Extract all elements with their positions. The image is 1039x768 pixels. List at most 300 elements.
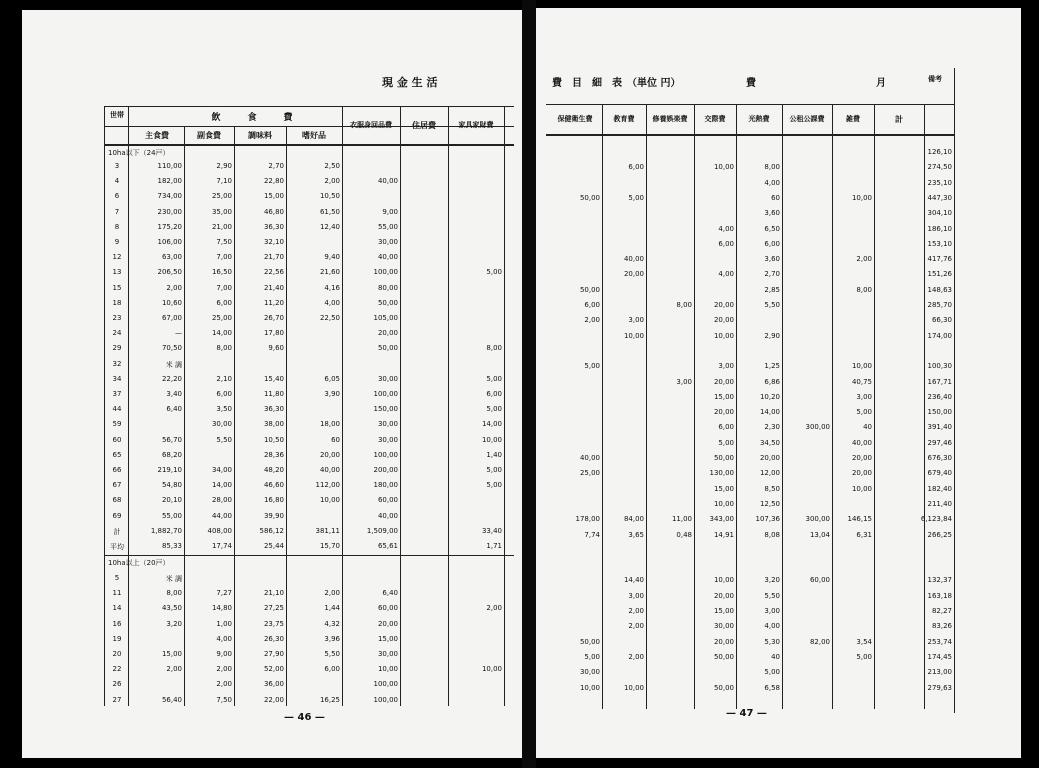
cell-value: 2,00 <box>486 604 502 613</box>
cell-value: 7,50 <box>216 695 232 704</box>
cell-value: 米 調 <box>165 575 182 583</box>
cell-value: 61,50 <box>319 207 340 216</box>
cell-value: 151,26 <box>927 270 952 279</box>
cell-value: 5,50 <box>216 435 232 444</box>
cell-value: 9,60 <box>268 344 284 353</box>
cell-value: 7,74 <box>584 530 600 539</box>
cell-value: 22,56 <box>263 268 284 277</box>
cell-value: 82,00 <box>809 637 830 646</box>
cell-value: 11,00 <box>671 515 692 524</box>
row-number: 11 <box>112 589 122 598</box>
cell-value: 150,00 <box>927 408 952 417</box>
header-clothing: 衣服身回品費 <box>350 121 392 129</box>
cell-value: 130,00 <box>709 469 734 478</box>
cell-value: 11,20 <box>263 298 284 307</box>
cell-value: 15,00 <box>713 392 734 401</box>
cell-value: 6,00 <box>718 423 734 432</box>
cell-value: 2,00 <box>216 680 232 689</box>
cell-value: 9,00 <box>382 207 398 216</box>
cell-value: 米 調 <box>165 360 182 369</box>
cell-value: 30,00 <box>377 650 398 658</box>
cell-value: 50,00 <box>579 285 600 294</box>
row-number: 4 <box>114 177 120 186</box>
left-col-sep <box>342 106 343 706</box>
cell-value: 10,00 <box>851 484 872 493</box>
cell-value: 21,70 <box>263 253 284 262</box>
row-number: 68 <box>112 496 122 505</box>
cell-value: 21,00 <box>211 222 232 231</box>
cell-value: 8,00 <box>166 589 182 598</box>
right-header-health: 保健衛生費 <box>557 115 593 123</box>
cell-value: 80,00 <box>377 283 398 292</box>
row-number: 27 <box>112 695 122 704</box>
cell-value: 343,00 <box>709 515 734 524</box>
cell-value: 253,74 <box>927 637 952 646</box>
row-number: 6 <box>114 192 120 201</box>
cell-value: 16,50 <box>211 268 232 277</box>
cell-value: 2,00 <box>324 589 340 598</box>
cell-value: 28,00 <box>211 496 232 505</box>
right-col-sep <box>646 104 647 709</box>
left-col-sep <box>448 106 449 706</box>
cell-value: 50,00 <box>377 344 398 353</box>
cell-value: 200,00 <box>373 466 398 474</box>
cell-value: 26,70 <box>263 314 284 322</box>
cell-value: 3,00 <box>676 377 692 386</box>
cell-value: 6,00 <box>764 239 780 248</box>
cell-value: 8,00 <box>764 163 780 172</box>
cell-value: 10,00 <box>713 499 734 508</box>
cell-value: 20,00 <box>319 450 340 459</box>
cell-value: 16,80 <box>263 496 284 505</box>
cell-value: 25,44 <box>263 542 284 550</box>
cell-value: 4,00 <box>718 270 734 279</box>
cell-value: 2,10 <box>216 374 232 383</box>
header-seasoning: 調味料 <box>248 131 272 140</box>
cell-value: 20,00 <box>713 408 734 417</box>
cell-value: 2,90 <box>216 162 232 170</box>
cell-value: 34,00 <box>211 466 232 474</box>
cell-value: 30,00 <box>211 420 232 429</box>
cell-value: 2,00 <box>324 177 340 186</box>
left-table-header-rule <box>104 144 514 146</box>
cell-value: 22,80 <box>263 177 284 186</box>
cell-value: 2,70 <box>268 162 284 170</box>
cell-value: 60 <box>331 435 340 444</box>
cell-value: 2,00 <box>628 607 644 615</box>
cell-value: 20,00 <box>851 454 872 462</box>
cell-value: 3,00 <box>764 607 780 615</box>
cell-value: 236,40 <box>927 392 952 401</box>
cell-value: 27,25 <box>263 604 284 613</box>
header-housing: 住居費 <box>412 121 436 130</box>
cell-value: 18,00 <box>319 420 340 429</box>
cell-value: 13,04 <box>809 530 830 539</box>
cell-value: 10,00 <box>623 331 644 340</box>
cell-value: 182,40 <box>927 484 952 493</box>
row-number: 7 <box>114 207 120 216</box>
cell-value: 2,00 <box>584 316 600 325</box>
cell-value: 50,00 <box>713 454 734 462</box>
row-number: 平均 <box>110 543 124 551</box>
cell-value: 1,509,00 <box>366 526 398 535</box>
cell-value: 8,50 <box>764 484 780 493</box>
cell-value: 10,60 <box>161 298 182 307</box>
cell-value: 15,70 <box>319 542 340 550</box>
cell-value: 1,40 <box>486 450 502 459</box>
cell-value: 146,15 <box>847 515 872 524</box>
cell-value: 6,00 <box>486 390 502 398</box>
cell-value: 2,00 <box>628 652 644 661</box>
cell-value: 174,45 <box>927 652 952 661</box>
right-col-sep <box>782 104 783 709</box>
cell-value: 174,00 <box>927 331 952 340</box>
cell-value: 6,00 <box>584 301 600 309</box>
cell-value: 5,00 <box>764 668 780 677</box>
cell-value: 82,27 <box>931 607 952 615</box>
cell-value: 9,40 <box>324 253 340 262</box>
row-number: 18 <box>112 298 122 307</box>
cell-value: 3,54 <box>856 637 872 646</box>
cell-value: 167,71 <box>927 377 952 386</box>
cell-value: 279,63 <box>927 683 952 692</box>
cell-value: 23,75 <box>263 619 284 628</box>
cell-value: 25,00 <box>211 192 232 201</box>
cell-value: 14,00 <box>211 329 232 338</box>
cell-value: 30,00 <box>377 435 398 444</box>
cell-value: 10,00 <box>851 362 872 371</box>
cell-value: 20,00 <box>377 329 398 338</box>
cell-value: 417,76 <box>927 255 952 264</box>
cell-value: 15,00 <box>377 634 398 643</box>
cell-value: 40 <box>863 423 872 432</box>
cell-value: 30,00 <box>377 420 398 429</box>
cell-value: 186,10 <box>927 224 952 233</box>
cell-value: 266,25 <box>927 530 952 539</box>
right-page-title: 費 目 細 表 （単位 円） <box>552 78 681 89</box>
cell-value: 2,00 <box>216 665 232 674</box>
cell-value: 9,00 <box>216 650 232 658</box>
cell-value: 5,30 <box>764 637 780 646</box>
cell-value: 230,00 <box>157 207 182 216</box>
cell-value: 54,80 <box>161 481 182 490</box>
cell-value: 17,80 <box>263 329 284 338</box>
cell-value: 5,50 <box>324 650 340 658</box>
right-header-tax: 公租公課費 <box>789 115 825 123</box>
cell-value: 5,00 <box>486 481 502 490</box>
cell-value: 30,00 <box>579 668 600 677</box>
group2-label: 10ha以上（20戸） <box>108 559 170 567</box>
row-number: 12 <box>112 253 122 262</box>
cell-value: 1,44 <box>324 604 340 613</box>
right-table-top-rule <box>546 104 954 105</box>
cell-value: 14,40 <box>623 576 644 585</box>
row-number: 23 <box>112 314 122 322</box>
cell-value: 4,32 <box>324 619 340 628</box>
cell-value: 3,96 <box>324 634 340 643</box>
right-col-sep <box>694 104 695 709</box>
cell-value: 34,50 <box>759 438 780 447</box>
left-table-top-rule <box>104 106 514 107</box>
cell-value: 60,00 <box>809 576 830 585</box>
header-furniture: 家具家財費 <box>458 121 494 129</box>
cell-value: 6,58 <box>764 683 780 692</box>
cell-value: 7,50 <box>216 238 232 246</box>
cell-value: 20,00 <box>851 469 872 478</box>
cell-value: 50,00 <box>579 193 600 202</box>
cell-value: 60 <box>771 193 780 202</box>
cell-value: 20,00 <box>713 591 734 600</box>
cell-value: 65,61 <box>377 542 398 550</box>
cell-value: 36,00 <box>263 680 284 689</box>
cell-value: 15,00 <box>713 607 734 615</box>
right-col-sep <box>874 104 875 709</box>
cell-value: 67,00 <box>161 314 182 322</box>
cell-value: 20,00 <box>377 619 398 628</box>
cell-value: 3,20 <box>764 576 780 585</box>
cell-value: 100,00 <box>373 268 398 277</box>
row-number: 14 <box>112 604 122 613</box>
cell-value: 11,80 <box>263 390 284 398</box>
cell-value: 7,10 <box>216 177 232 186</box>
cell-value: 6,05 <box>324 374 340 383</box>
cell-value: 3,40 <box>166 390 182 398</box>
cell-value: 2,30 <box>764 423 780 432</box>
cell-value: 5,50 <box>764 591 780 600</box>
cell-value: 68,20 <box>161 450 182 459</box>
cell-value: 17,74 <box>211 542 232 550</box>
cell-value: 10,00 <box>579 683 600 692</box>
row-number: 3 <box>114 162 120 170</box>
cell-value: 63,00 <box>161 253 182 262</box>
cell-value: 10,20 <box>759 392 780 401</box>
row-number: 59 <box>112 420 122 429</box>
cell-value: 3,50 <box>216 405 232 414</box>
cell-value: 6,00 <box>216 298 232 307</box>
cell-value: 22,00 <box>263 695 284 704</box>
cell-value: 5,00 <box>486 466 502 474</box>
cell-value: 20,00 <box>623 270 644 279</box>
cell-value: 100,00 <box>373 680 398 689</box>
cell-value: 12,00 <box>759 469 780 478</box>
right-page-subtitle: 費 <box>746 78 756 89</box>
cell-value: 6,31 <box>856 530 872 539</box>
left-page-number: — 46 — <box>284 712 325 723</box>
cell-value: 5,00 <box>584 652 600 661</box>
row-number: 37 <box>112 390 122 398</box>
cell-value: 3,60 <box>764 255 780 264</box>
row-number: 32 <box>112 359 122 368</box>
cell-value: 14,91 <box>713 530 734 539</box>
cell-value: 4,16 <box>324 283 340 292</box>
cell-value: 7,27 <box>216 589 232 598</box>
cell-value: 20,00 <box>713 637 734 646</box>
cell-value: 0,48 <box>676 530 692 539</box>
cell-value: 10,00 <box>319 496 340 505</box>
cell-value: 25,00 <box>211 314 232 322</box>
cell-value: 408,00 <box>207 526 232 535</box>
cell-value: 3,00 <box>718 362 734 371</box>
cell-value: 40,00 <box>319 466 340 474</box>
cell-value: 4,00 <box>718 224 734 233</box>
cell-value: 132,37 <box>927 576 952 585</box>
cell-value: 30,00 <box>713 622 734 631</box>
row-number: 22 <box>112 665 122 674</box>
cell-value: 21,60 <box>319 268 340 277</box>
row-number: 65 <box>112 450 122 459</box>
cell-value: 100,00 <box>373 695 398 704</box>
cell-value: 60,00 <box>377 496 398 505</box>
row-number: 16 <box>112 619 122 628</box>
cell-value: 4,00 <box>216 634 232 643</box>
cell-value: 50,00 <box>579 637 600 646</box>
cell-value: 36,30 <box>263 222 284 231</box>
cell-value: 5,00 <box>486 268 502 277</box>
header-food: 飲 食 費 <box>211 113 293 123</box>
cell-value: 274,50 <box>927 163 952 172</box>
cell-value: 1,71 <box>486 542 502 550</box>
cell-value: 8,00 <box>676 301 692 309</box>
cell-value: 100,30 <box>927 362 952 371</box>
row-number: 8 <box>114 222 120 231</box>
cell-value: 3,00 <box>856 392 872 401</box>
cell-value: 40,00 <box>579 454 600 462</box>
cell-value: 5,00 <box>628 193 644 202</box>
cell-value: 676,30 <box>927 454 952 462</box>
cell-value: 182,00 <box>157 177 182 186</box>
cell-value: 40,00 <box>377 253 398 262</box>
cell-value: 6,40 <box>166 405 182 414</box>
cell-value: 235,10 <box>927 178 952 187</box>
left-col-sep <box>504 106 505 706</box>
row-number: 13 <box>112 268 122 277</box>
header-luxury: 嗜好品 <box>302 131 326 140</box>
cell-value: 297,46 <box>927 438 952 447</box>
cell-value: 1,882,70 <box>150 526 182 535</box>
cell-value: 126,10 <box>927 148 952 156</box>
row-number: 67 <box>112 481 122 490</box>
cell-value: 586,12 <box>259 526 284 535</box>
row-number: 20 <box>112 650 122 658</box>
cell-value: 30,00 <box>377 374 398 383</box>
row-number: 26 <box>112 680 122 689</box>
cell-value: 46,80 <box>263 207 284 216</box>
cell-value: 110,00 <box>157 162 182 170</box>
cell-value: 85,33 <box>161 542 182 550</box>
cell-value: 178,00 <box>575 515 600 524</box>
cell-value: 300,00 <box>805 423 830 432</box>
cell-value: 36,30 <box>263 405 284 414</box>
cell-value: 100,00 <box>373 390 398 398</box>
cell-value: 5,00 <box>486 405 502 414</box>
cell-value: 14,00 <box>759 408 780 417</box>
cell-value: 304,10 <box>927 209 952 218</box>
cell-value: 107,36 <box>755 515 780 524</box>
cell-value: 5,50 <box>764 301 780 309</box>
cell-value: 175,20 <box>157 222 182 231</box>
left-page-title: 現 金 生 活 <box>382 76 438 89</box>
cell-value: 2,00 <box>628 622 644 631</box>
cell-value: 3,60 <box>764 209 780 218</box>
right-header-total: 計 <box>895 115 903 124</box>
cell-value: 40,00 <box>851 438 872 447</box>
cell-value: 38,00 <box>263 420 284 429</box>
cell-value: 2,50 <box>324 162 340 170</box>
cell-value: 5,00 <box>856 652 872 661</box>
cell-value: 148,63 <box>927 285 952 294</box>
cell-value: 447,30 <box>927 193 952 202</box>
cell-value: 40 <box>771 652 780 661</box>
cell-value: 2,70 <box>764 270 780 279</box>
cell-value: 20,00 <box>759 454 780 462</box>
cell-value: 2,85 <box>764 285 780 294</box>
header-side: 副食費 <box>197 131 221 140</box>
cell-value: 7,00 <box>216 253 232 262</box>
cell-value: 285,70 <box>927 301 952 309</box>
right-page-subtitle2: 月 <box>876 78 886 89</box>
row-number: 44 <box>112 405 122 414</box>
cell-value: 46,60 <box>263 481 284 490</box>
cell-value: 206,50 <box>157 268 182 277</box>
cell-value: 150,00 <box>373 405 398 414</box>
cell-value: 300,00 <box>805 515 830 524</box>
cell-value: 5,00 <box>584 362 600 371</box>
row-number: 19 <box>112 634 122 643</box>
cell-value: 43,50 <box>161 604 182 613</box>
right-table-edge <box>954 68 955 713</box>
cell-value: 22,50 <box>319 314 340 322</box>
cell-value: 20,00 <box>713 377 734 386</box>
cell-value: 15,40 <box>263 374 284 383</box>
cell-value: 16,25 <box>319 695 340 704</box>
cell-value: 14,00 <box>211 481 232 490</box>
cell-value: 27,90 <box>263 650 284 658</box>
cell-value: 112,00 <box>315 481 340 490</box>
right-page <box>536 8 1021 758</box>
cell-value: 4,00 <box>764 178 780 187</box>
cell-value: 44,00 <box>211 511 232 520</box>
cell-value: 20,00 <box>713 301 734 309</box>
cell-value: 6,86 <box>764 377 780 386</box>
cell-value: 10,50 <box>319 192 340 201</box>
cell-value: 60,00 <box>377 604 398 613</box>
cell-value: 10,00 <box>851 193 872 202</box>
left-col-sep <box>400 106 401 706</box>
cell-value: 381,11 <box>315 526 340 535</box>
left-col-sep <box>286 126 287 706</box>
cell-value: 2,00 <box>856 255 872 264</box>
cell-value: 180,00 <box>373 481 398 490</box>
cell-value: 10,00 <box>377 665 398 674</box>
cell-value: 12,40 <box>319 222 340 231</box>
cell-value: 6,00 <box>216 390 232 398</box>
cell-value: 105,00 <box>373 314 398 322</box>
cell-value: 6,123,84 <box>920 515 952 524</box>
cell-value: 3,90 <box>324 390 340 398</box>
cell-value: 211,40 <box>927 499 952 508</box>
cell-value: 35,00 <box>211 207 232 216</box>
cell-value: 5,00 <box>718 438 734 447</box>
cell-value: 5,00 <box>856 408 872 417</box>
group2-rule <box>104 555 514 556</box>
cell-value: 22,20 <box>161 374 182 383</box>
cell-value: 21,10 <box>263 589 284 598</box>
row-number: 9 <box>114 238 120 246</box>
cell-value: 6,40 <box>382 589 398 598</box>
cell-value: 40,75 <box>851 377 872 386</box>
cell-value: 7,00 <box>216 283 232 292</box>
cell-value: 2,00 <box>166 283 182 292</box>
